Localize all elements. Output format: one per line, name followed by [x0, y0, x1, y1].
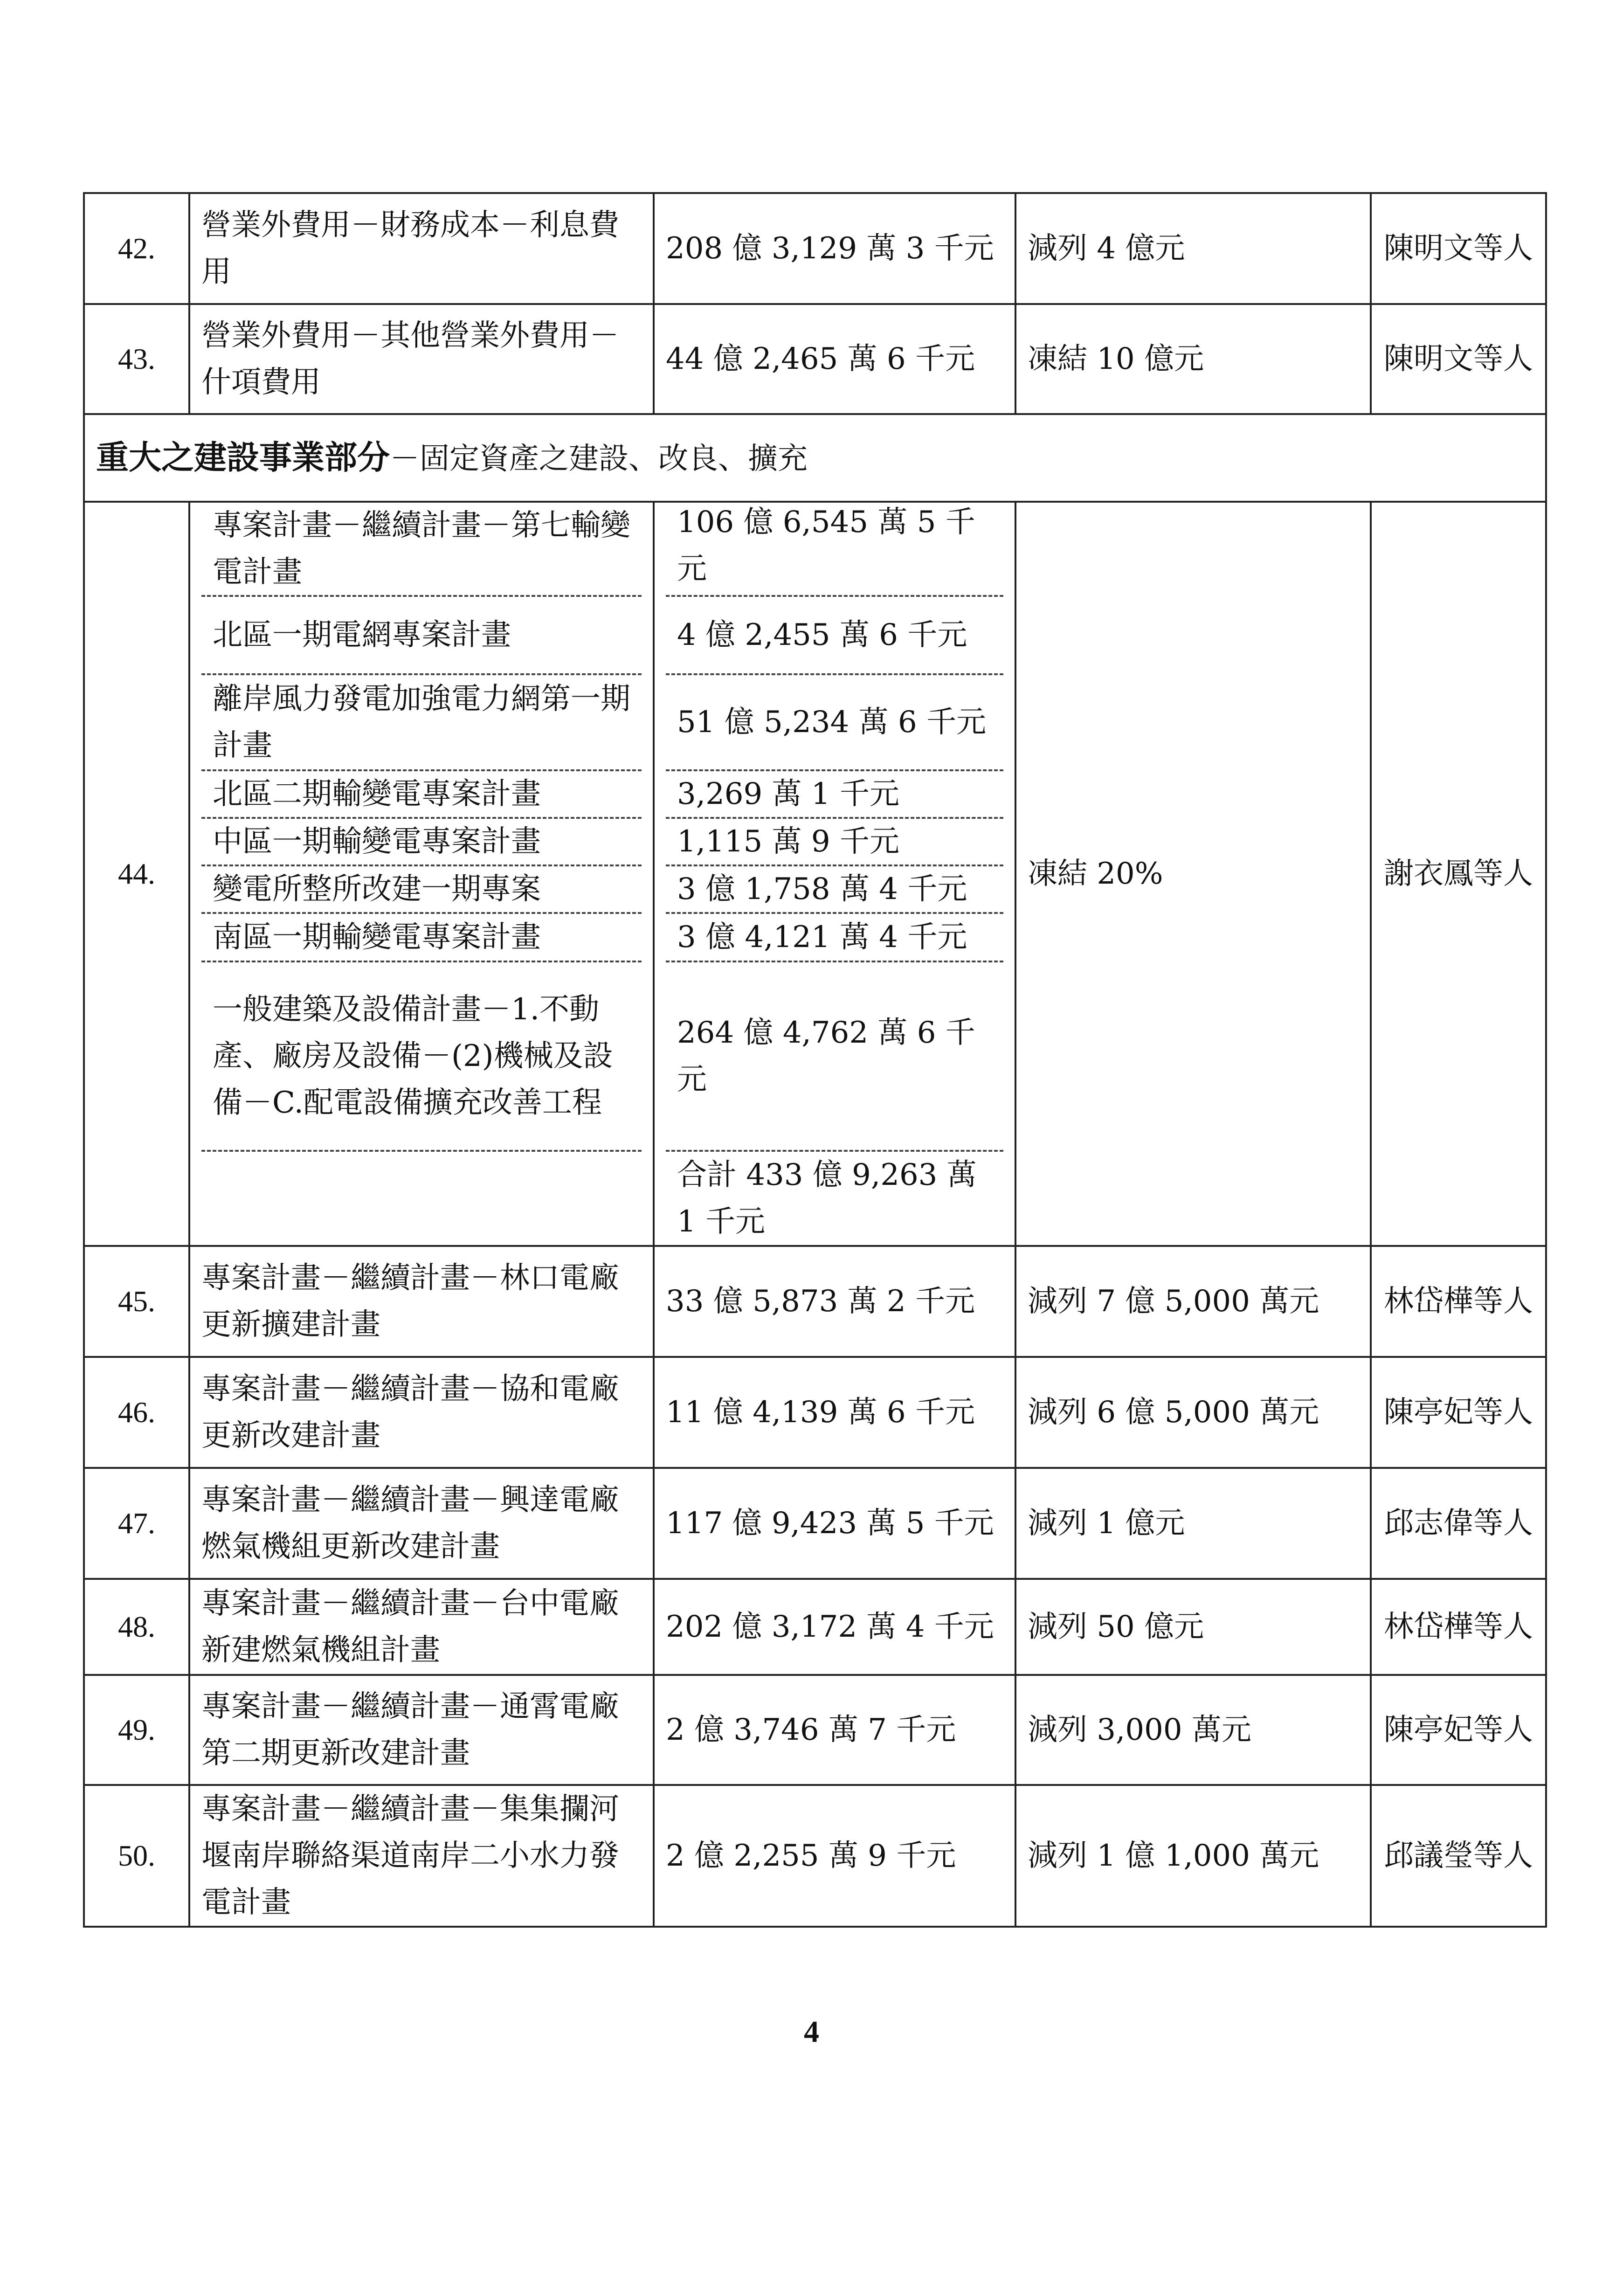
table-row: [84, 502, 1546, 1246]
sub-amount: 3 億 4,121 萬 4 千元: [666, 914, 1003, 962]
amount-cell: 208 億 3,129 萬 3 千元: [654, 193, 1015, 304]
amount-cell: 202 億 3,172 萬 4 千元: [654, 1579, 1015, 1675]
amount-cell: 2 億 2,255 萬 9 千元: [654, 1785, 1015, 1927]
action-cell: 減列 50 億元: [1015, 1579, 1371, 1675]
sub-amount: 合計 433 億 9,263 萬 1 千元: [677, 1158, 977, 1239]
sub-amount: 51 億 5,234 萬 6 千元: [666, 675, 1003, 771]
item-cell: 專案計畫－繼續計畫－興達電廠燃氣機組更新改建計畫: [189, 1468, 654, 1579]
proposer-cell: 林岱樺等人: [1371, 1246, 1546, 1357]
action-cell: 減列 3,000 萬元: [1015, 1675, 1371, 1785]
action-cell: 凍結 10 億元: [1015, 304, 1371, 414]
proposer-cell: 邱議瑩等人: [1371, 1785, 1546, 1927]
proposer-cell: 陳明文等人: [1371, 304, 1546, 414]
proposer-cell: 陳亭妃等人: [1371, 1675, 1546, 1785]
action-cell: 減列 1 億元: [1015, 1468, 1371, 1579]
section-header-row: [84, 414, 1546, 502]
sub-item: 北區二期輸變電專案計畫: [201, 771, 642, 819]
proposer-cell: 陳亭妃等人: [1371, 1357, 1546, 1468]
table-row: [84, 1246, 1546, 1357]
table-row: [84, 1675, 1546, 1785]
item-cell: 專案計畫－繼續計畫－林口電廠更新擴建計畫: [189, 1246, 654, 1357]
sub-item: 離岸風力發電加強電力網第一期計畫: [201, 675, 642, 771]
amount-sublist: [654, 502, 1015, 1246]
item-sublist: [189, 502, 654, 1246]
row-number: 48.: [84, 1579, 189, 1675]
sub-item: 北區一期電網專案計畫: [201, 597, 642, 675]
proposer-cell: 謝衣鳳等人: [1371, 502, 1546, 1246]
sub-item: 中區一期輸變電專案計畫: [201, 819, 642, 866]
proposer-cell: 邱志偉等人: [1371, 1468, 1546, 1579]
amount-cell: 44 億 2,465 萬 6 千元: [654, 304, 1015, 414]
table-row: [84, 304, 1546, 414]
table-row: [84, 1579, 1546, 1675]
row-number: 47.: [84, 1468, 189, 1579]
item-cell: 營業外費用－其他營業外費用－什項費用: [189, 304, 654, 414]
row-number: 44.: [84, 502, 189, 1246]
action-cell: 減列 1 億 1,000 萬元: [1015, 1785, 1371, 1927]
action-cell: 減列 4 億元: [1015, 193, 1371, 304]
amount-cell: 11 億 4,139 萬 6 千元: [654, 1357, 1015, 1468]
table-row: [84, 193, 1546, 304]
row-number: 50.: [84, 1785, 189, 1927]
sub-item: 變電所整所改建一期專案: [201, 866, 642, 914]
sub-item: 南區一期輸變電專案計畫: [201, 914, 642, 962]
sub-item: 專案計畫－繼續計畫－第七輸變電計畫: [201, 503, 642, 597]
sub-item: [201, 1152, 642, 1245]
row-number: 46.: [84, 1357, 189, 1468]
action-cell: 減列 7 億 5,000 萬元: [1015, 1246, 1371, 1357]
amount-cell: 2 億 3,746 萬 7 千元: [654, 1675, 1015, 1785]
row-number: 43.: [84, 304, 189, 414]
amount-cell: 33 億 5,873 萬 2 千元: [654, 1246, 1015, 1357]
amount-cell: 117 億 9,423 萬 5 千元: [654, 1468, 1015, 1579]
item-cell: 專案計畫－繼續計畫－集集攔河堰南岸聯絡渠道南岸二小水力發電計畫: [189, 1785, 654, 1927]
budget-table: [83, 192, 1547, 1928]
sub-amount: 4 億 2,455 萬 6 千元: [666, 597, 1003, 675]
section-title-rest: －固定資產之建設、改良、擴充: [390, 441, 808, 476]
sub-amount: 3,269 萬 1 千元: [666, 771, 1003, 819]
table-row: [84, 1785, 1546, 1927]
sub-amount: 106 億 6,545 萬 5 千元: [666, 503, 1003, 597]
sub-amount: 1,115 萬 9 千元: [666, 819, 1003, 866]
page-number: 4: [804, 2015, 819, 2049]
sub-item: 一般建築及設備計畫－1.不動產、廠房及設備－(2)機械及設備－C.配電設備擴充改善工程: [201, 962, 642, 1152]
action-cell: 減列 6 億 5,000 萬元: [1015, 1357, 1371, 1468]
sub-amount: 264 億 4,762 萬 6 千元: [666, 962, 1003, 1152]
item-cell: 專案計畫－繼續計畫－通霄電廠第二期更新改建計畫: [189, 1675, 654, 1785]
item-cell: 營業外費用－財務成本－利息費用: [189, 193, 654, 304]
sub-amount: 3 億 1,758 萬 4 千元: [666, 866, 1003, 914]
section-header: [84, 414, 1546, 502]
proposer-cell: 林岱樺等人: [1371, 1579, 1546, 1675]
item-cell: 專案計畫－繼續計畫－台中電廠新建燃氣機組計畫: [189, 1579, 654, 1675]
table-row: [84, 1357, 1546, 1468]
proposer-cell: 陳明文等人: [1371, 193, 1546, 304]
section-title-bold: 重大之建設事業部分: [96, 437, 390, 477]
row-number: 49.: [84, 1675, 189, 1785]
row-number: 42.: [84, 193, 189, 304]
row-number: 45.: [84, 1246, 189, 1357]
table-row: [84, 1468, 1546, 1579]
item-cell: 專案計畫－繼續計畫－協和電廠更新改建計畫: [189, 1357, 654, 1468]
action-cell: 凍結 20%: [1015, 502, 1371, 1246]
